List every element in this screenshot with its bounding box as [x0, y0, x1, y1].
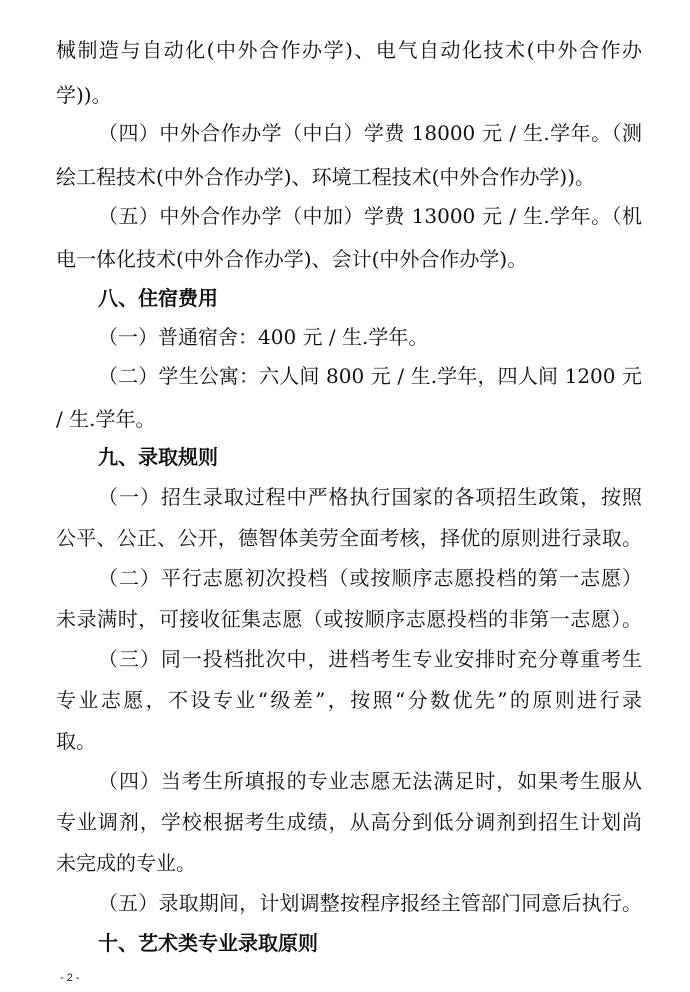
section-heading: 十、艺术类专业录取原则	[98, 931, 318, 955]
paragraph-line: （五）录取期间，计划调整按程序报经主管部门同意后执行。	[98, 891, 642, 915]
paragraph-line: 未录满时，可接收征集志愿（或按顺序志愿投档的非第一志愿）。	[56, 607, 642, 631]
paragraph-line: 学))。	[56, 83, 112, 107]
paragraph-line: （一）招生录取过程中严格执行国家的各项招生政策，按照	[98, 485, 642, 509]
paragraph-line: （五）中外合作办学（中加）学费 13000 元 / 生.学年。（机	[98, 204, 642, 228]
paragraph-line: / 生.学年。	[56, 407, 156, 431]
page-number: - 2 -	[60, 972, 80, 984]
paragraph-line: 未完成的专业。	[56, 851, 196, 875]
paragraph-line: （四）中外合作办学（中白）学费 18000 元 / 生.学年。（测	[98, 121, 642, 145]
paragraph-line: （一）普通宿舍：400 元 / 生.学年。	[98, 325, 429, 349]
paragraph-line: 专业调剂，学校根据考生成绩，从高分到低分调剂到招生计划尚	[56, 810, 642, 834]
paragraph-line: （二）学生公寓：六人间 800 元 / 生.学年，四人间 1200 元	[98, 364, 642, 388]
paragraph-line: （三）同一投档批次中，进档考生专业安排时充分尊重考生	[98, 647, 642, 671]
paragraph-line: 绘工程技术(中外合作办学)、环境工程技术(中外合作办学))。	[56, 165, 596, 189]
paragraph-line: 电一体化技术(中外合作办学)、会计(中外合作办学)。	[56, 247, 528, 271]
paragraph-line: 械制造与自动化(中外合作办学)、电气自动化技术(中外合作办	[56, 38, 642, 62]
section-heading: 九、录取规则	[98, 445, 218, 469]
paragraph-line: （四）当考生所填报的专业志愿无法满足时，如果考生服从	[98, 769, 642, 793]
paragraph-line: 专业志愿，不设专业“级差”，按照“分数优先”的原则进行录	[56, 688, 642, 712]
section-heading: 八、住宿费用	[98, 286, 218, 310]
paragraph-line: 取。	[56, 729, 96, 753]
paragraph-line: （二）平行志愿初次投档（或按顺序志愿投档的第一志愿）	[98, 566, 642, 590]
paragraph-line: 公平、公正、公开，德智体美劳全面考核，择优的原则进行录取。	[56, 526, 642, 550]
